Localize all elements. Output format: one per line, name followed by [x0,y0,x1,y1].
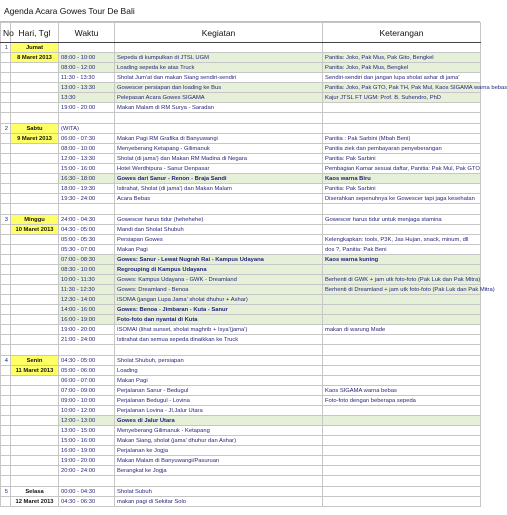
cell-notes[interactable]: Berhenti di GWK + jam utk foto-foto (Pak Luk dan Pak Mitra) [323,275,481,285]
empty-cell[interactable] [1,204,11,215]
cell-notes[interactable] [323,456,481,466]
table-row [1,436,481,446]
cell-notes[interactable]: Panitia: Joko, Pak GTO, Pak TH, Pak Mul, Kaos SIGAMA warna bebas [323,83,481,93]
cell-activity[interactable]: Perjalanan ke Jogja [115,446,323,456]
cell-activity[interactable]: Gowes: Benoa - Jimbaran - Kuta - Sanur [115,305,323,315]
cell-activity[interactable]: ISOMAI (lihat sunset, sholat maghrib + Isya'(jama') [115,325,323,335]
cell-no[interactable] [1,194,11,204]
table-row [1,335,481,345]
cell-time[interactable]: 16:00 - 19:00 [59,446,115,456]
cell-day[interactable] [11,315,59,325]
table-row [1,315,481,325]
cell-notes[interactable]: Gowescer harus tidur untuk menjaga stamina [323,215,481,225]
cell-time[interactable]: 12:00 - 13:00 [59,416,115,426]
table-row [1,305,481,315]
cell-day[interactable] [11,194,59,204]
table-row [1,73,481,83]
cell-activity[interactable]: Acara Bebas [115,194,323,204]
cell-notes[interactable] [323,295,481,305]
cell-notes[interactable] [323,225,481,235]
empty-cell[interactable] [323,476,481,487]
cell-no[interactable] [1,154,11,164]
cell-day[interactable] [11,426,59,436]
cell-no[interactable] [1,73,11,83]
cell-activity[interactable]: Hotel Werdhipura - Sanur Denpasar [115,164,323,174]
cell-day[interactable] [11,396,59,406]
empty-cell[interactable] [11,204,59,215]
cell-activity[interactable]: Sepeda di kumpulkan di JTSL UGM [115,53,323,63]
cell-activity[interactable]: Makan Malam di RM Surya - Saradan [115,103,323,113]
table-row [1,456,481,466]
cell-day[interactable]: 9 Maret 2013 [11,134,59,144]
cell-day[interactable]: 11 Maret 2013 [11,366,59,376]
cell-no[interactable] [1,295,11,305]
cell-time[interactable]: 00:00 - 04:30 [59,487,115,497]
cell-activity[interactable]: Istirahat, Sholat (di jama') dan Makan Malam [115,184,323,194]
cell-no[interactable] [1,305,11,315]
cell-no[interactable] [1,285,11,295]
cell-notes[interactable] [323,124,481,134]
cell-day[interactable] [11,73,59,83]
empty-cell[interactable] [1,345,11,356]
cell-time[interactable]: 05:00 - 06:00 [59,366,115,376]
agenda-table [0,22,507,507]
cell-no[interactable] [1,456,11,466]
table-row [1,345,481,356]
table-row [1,174,481,184]
cell-notes[interactable] [323,335,481,345]
cell-time[interactable]: 14:00 - 16:00 [59,305,115,315]
cell-day[interactable] [11,144,59,154]
cell-notes[interactable]: Kaos SIGAMA warna bebas [323,386,481,396]
cell-day[interactable]: Sabtu [11,124,59,134]
cell-notes[interactable] [323,466,481,476]
table-row [1,154,481,164]
cell-day[interactable] [11,295,59,305]
empty-cell[interactable] [115,345,323,356]
cell-notes[interactable]: Panitia: Joko, Pak Mus, Bengkel [323,63,481,73]
sheet-title: Agenda Acara Gowes Tour De Bali [0,0,480,22]
table-row [1,265,481,275]
cell-no[interactable] [1,245,11,255]
cell-notes[interactable]: Sendiri-sendiri dan jangan lupa sholat ashar di jama' [323,73,481,83]
empty-cell[interactable] [115,204,323,215]
cell-notes[interactable]: Pembagian Kamar sesuai daftar, Panitia: Pak Mul, Pak GTO [323,164,481,174]
empty-cell[interactable] [323,345,481,356]
cell-notes[interactable] [323,406,481,416]
empty-cell[interactable] [115,476,323,487]
cell-day[interactable] [11,255,59,265]
cell-day[interactable] [11,325,59,335]
cell-day[interactable] [11,235,59,245]
empty-cell[interactable] [323,204,481,215]
cell-day[interactable] [11,456,59,466]
cell-notes[interactable] [323,436,481,446]
cell-time[interactable]: 05:30 - 07:00 [59,245,115,255]
table-row [1,295,481,305]
cell-notes[interactable] [323,366,481,376]
cell-notes[interactable]: Kaos warna kuning [323,255,481,265]
cell-time[interactable]: 13:00 - 13:30 [59,83,115,93]
cell-notes[interactable] [323,103,481,113]
cell-notes[interactable]: Kelengkapkan: tools, P3K, Jas Hujan, snack, minum, dll [323,235,481,245]
cell-activity[interactable]: Pelepasan Acara Gowes SIGAMA [115,93,323,103]
cell-day[interactable] [11,83,59,93]
cell-day[interactable] [11,245,59,255]
header-notes[interactable]: Keterangan [323,23,481,43]
cell-time[interactable]: 08:00 - 10:00 [59,144,115,154]
cell-day[interactable] [11,275,59,285]
cell-no[interactable] [1,83,11,93]
cell-no[interactable] [1,497,11,507]
cell-activity[interactable]: Mandi dan Sholat Shubuh [115,225,323,235]
table-row [1,164,481,174]
table-row [1,103,481,113]
cell-time[interactable]: 16:00 - 19:00 [59,315,115,325]
cell-time[interactable]: 04:30 - 05:00 [59,225,115,235]
table-row [1,124,481,134]
cell-no[interactable] [1,366,11,376]
cell-day[interactable] [11,265,59,275]
cell-notes[interactable]: makan di warung Made [323,325,481,335]
cell-time[interactable]: 04:30 - 05:00 [59,356,115,366]
cell-time[interactable]: 19:00 - 20:00 [59,103,115,113]
table-row [1,446,481,456]
cell-no[interactable] [1,53,11,63]
cell-day[interactable] [11,164,59,174]
cell-day[interactable] [11,63,59,73]
cell-activity[interactable]: Makan Pagi [115,376,323,386]
cell-day[interactable]: Selasa [11,487,59,497]
cell-day[interactable] [11,335,59,345]
cell-time[interactable]: 20:00 - 24:00 [59,466,115,476]
table-row [1,476,481,487]
cell-no[interactable] [1,386,11,396]
cell-notes[interactable]: Panitia ziek dan pembayaran penyeberangan [323,144,481,154]
cell-day[interactable]: 10 Maret 2013 [11,225,59,235]
cell-no[interactable] [1,436,11,446]
cell-no[interactable] [1,335,11,345]
table-row [1,366,481,376]
cell-time[interactable]: 10:00 - 12:00 [59,406,115,416]
table-row [1,134,481,144]
table-row [1,275,481,285]
table-row [1,245,481,255]
cell-day[interactable]: Senin [11,356,59,366]
cell-time[interactable]: 19:30 - 24:00 [59,194,115,204]
cell-no[interactable] [1,225,11,235]
cell-activity[interactable]: Makan Malam di Banyuwangi/Pasuruan [115,456,323,466]
table-row [1,83,481,93]
cell-notes[interactable] [323,305,481,315]
cell-activity[interactable]: Loading sepeda ke atas Truck [115,63,323,73]
header-row [1,23,481,43]
cell-day[interactable] [11,285,59,295]
cell-no[interactable] [1,103,11,113]
cell-notes[interactable] [323,497,481,507]
cell-activity[interactable]: Istirahat dan semua sepeda dinaikkan ke Truck [115,335,323,345]
cell-day[interactable] [11,446,59,456]
cell-no[interactable] [1,315,11,325]
empty-cell[interactable] [11,113,59,124]
empty-cell[interactable] [1,476,11,487]
empty-cell[interactable] [1,113,11,124]
empty-cell[interactable] [11,345,59,356]
cell-time[interactable]: 07:00 - 08:30 [59,255,115,265]
cell-activity[interactable]: makan pagi di Sekitar Solo [115,497,323,507]
cell-activity[interactable]: Sholat Jum'at dan makan Siang sendiri-sendiri [115,73,323,83]
cell-time[interactable]: 16:30 - 18:00 [59,174,115,184]
cell-no[interactable] [1,416,11,426]
cell-activity[interactable]: Sholat Shubuh, persiapan [115,356,323,366]
cell-no[interactable] [1,134,11,144]
cell-no[interactable] [1,446,11,456]
cell-no[interactable] [1,93,11,103]
table-row [1,93,481,103]
cell-time[interactable]: 10:00 - 11:30 [59,275,115,285]
cell-activity[interactable]: Makan Pagi [115,245,323,255]
cell-no[interactable] [1,184,11,194]
cell-no[interactable] [1,275,11,285]
table-row [1,487,481,497]
cell-day[interactable] [11,406,59,416]
table-row [1,396,481,406]
header-day[interactable]: Hari, Tgl [11,23,59,43]
cell-time[interactable]: (WITA) [59,124,115,134]
table-row [1,406,481,416]
cell-day[interactable] [11,103,59,113]
table-row [1,376,481,386]
cell-day[interactable] [11,386,59,396]
cell-day[interactable]: 8 Maret 2013 [11,53,59,63]
cell-notes[interactable]: Panitia: Joko, Pak Mus, Pak Gito, Bengkel [323,53,481,63]
cell-notes[interactable]: Foto-foto dengan beberapa sepeda [323,396,481,406]
cell-time[interactable]: 19:00 - 20:00 [59,456,115,466]
cell-time[interactable]: 05:00 - 05:30 [59,235,115,245]
cell-notes[interactable] [323,426,481,436]
table-row [1,416,481,426]
empty-cell[interactable] [323,113,481,124]
cell-day[interactable] [11,184,59,194]
cell-no[interactable] [1,466,11,476]
table-row [1,235,481,245]
cell-activity[interactable]: Gowescer harus tidur (hehehehe) [115,215,323,225]
table-row [1,255,481,265]
cell-activity[interactable]: Makan Pagi RM Grafika di Banyuwangi [115,134,323,144]
cell-time[interactable]: 08:00 - 10:00 [59,53,115,63]
cell-no[interactable] [1,426,11,436]
cell-no[interactable] [1,265,11,275]
table-row [1,325,481,335]
table-row [1,144,481,154]
cell-notes[interactable]: Berhenti di Dreamland + jam utk foto-foto (Pak Luk dan Pak Mitra) [323,285,481,295]
table-row [1,225,481,235]
cell-activity[interactable]: ISOMA (jangan Lupa Jama' sholat dhuhur + Ashar) [115,295,323,305]
cell-no[interactable]: 4 [1,356,11,366]
cell-no[interactable] [1,396,11,406]
cell-activity[interactable]: Sholat Subuh [115,487,323,497]
cell-activity[interactable]: Makan Siang, sholat (jama' dhuhur dan Ashar) [115,436,323,446]
cell-time[interactable]: 18:00 - 19:30 [59,184,115,194]
cell-time[interactable]: 06:00 - 07:30 [59,134,115,144]
cell-day[interactable] [11,466,59,476]
cell-activity[interactable]: Perjalanan Lovina - Jl.Jalur Utara [115,406,323,416]
cell-time[interactable]: 08:00 - 12:00 [59,63,115,73]
cell-no[interactable] [1,144,11,154]
cell-day[interactable] [11,174,59,184]
cell-time[interactable]: 24:00 - 04:30 [59,215,115,225]
cell-time[interactable]: 15:00 - 16:00 [59,164,115,174]
cell-no[interactable] [1,325,11,335]
cell-time[interactable]: 08:30 - 10:00 [59,265,115,275]
empty-cell[interactable] [59,476,115,487]
table-row [1,285,481,295]
table-row [1,426,481,436]
cell-time[interactable]: 11:30 - 13:30 [59,73,115,83]
table-row [1,184,481,194]
cell-activity[interactable]: Loading [115,366,323,376]
cell-notes[interactable] [323,487,481,497]
cell-time[interactable]: 11:30 - 12:30 [59,285,115,295]
table-row [1,466,481,476]
cell-no[interactable]: 2 [1,124,11,134]
cell-time[interactable]: 21:00 - 24:00 [59,335,115,345]
empty-cell[interactable] [59,204,115,215]
cell-day[interactable] [11,154,59,164]
cell-time[interactable]: 09:00 - 10:00 [59,396,115,406]
cell-day[interactable]: Minggu [11,215,59,225]
table-row [1,204,481,215]
cell-activity[interactable] [115,43,323,53]
cell-activity[interactable]: Menyeberang Gilimanuk - Ketapang [115,426,323,436]
table-row [1,194,481,204]
cell-activity[interactable]: Persiapan Gowes [115,235,323,245]
cell-activity[interactable]: Gowes dari Sanur - Renon - Braja Sandi [115,174,323,184]
cell-activity[interactable]: Gowes: Kampus Udayana - GWK - Dreamland [115,275,323,285]
empty-cell[interactable] [59,113,115,124]
cell-day[interactable] [11,416,59,426]
cell-notes[interactable]: Kaos warna Biru [323,174,481,184]
cell-time[interactable]: 04:30 - 06:30 [59,497,115,507]
table-row [1,113,481,124]
cell-no[interactable] [1,63,11,73]
cell-notes[interactable]: Panitia : Pak Sarbini (Mbah Beni) [323,134,481,144]
header-no[interactable]: No [1,23,11,43]
cell-activity[interactable]: Gowes di Jalur Utara [115,416,323,426]
cell-notes[interactable]: Panitia: Pak Sarbini [323,184,481,194]
cell-notes[interactable] [323,356,481,366]
cell-notes[interactable]: Diserahkan sepenuhnya ke Gowescer tapi jaga kesehatan [323,194,481,204]
empty-cell[interactable] [11,476,59,487]
cell-time[interactable]: 07:00 - 09:00 [59,386,115,396]
cell-no[interactable] [1,406,11,416]
cell-notes[interactable] [323,376,481,386]
table-row [1,497,481,507]
cell-day[interactable]: Jumat [11,43,59,53]
cell-time[interactable]: 13:30 [59,93,115,103]
cell-notes[interactable] [323,446,481,456]
table-row [1,215,481,225]
empty-cell[interactable] [115,113,323,124]
header-activity[interactable]: Kegiatan [115,23,323,43]
cell-day[interactable] [11,305,59,315]
cell-no[interactable] [1,174,11,184]
table-row [1,386,481,396]
cell-time[interactable] [59,43,115,53]
cell-time[interactable]: 13:00 - 15:00 [59,426,115,436]
cell-activity[interactable] [115,124,323,134]
cell-activity[interactable]: Perjalanan Bedugul - Lovina [115,396,323,406]
cell-day[interactable] [11,93,59,103]
cell-activity[interactable]: Regrouping di Kampus Udayana [115,265,323,275]
cell-time[interactable]: 06:00 - 07:00 [59,376,115,386]
cell-time[interactable]: 12:00 - 13:30 [59,154,115,164]
cell-activity[interactable]: Berangkat ke Jogja [115,466,323,476]
cell-activity[interactable]: Foto-foto dan nyantai di Kuta [115,315,323,325]
cell-notes[interactable]: Panitia: Pak Sarbini [323,154,481,164]
cell-no[interactable] [1,164,11,174]
table-row [1,63,481,73]
cell-notes[interactable] [323,416,481,426]
table-row [1,43,481,53]
cell-day[interactable] [11,376,59,386]
cell-no[interactable]: 5 [1,487,11,497]
cell-notes[interactable]: dos ?, Panitia: Pak Beni [323,245,481,255]
cell-notes[interactable] [323,315,481,325]
empty-cell[interactable] [59,345,115,356]
table-row [1,53,481,63]
cell-no[interactable] [1,235,11,245]
cell-time[interactable]: 19:00 - 20:00 [59,325,115,335]
cell-activity[interactable]: Gowes: Sanur - Lewat Nugrah Rai - Kampus Udayana [115,255,323,265]
cell-day[interactable]: 12 Maret 2013 [11,497,59,507]
cell-no[interactable] [1,255,11,265]
cell-notes[interactable] [323,265,481,275]
header-time[interactable]: Waktu [59,23,115,43]
cell-activity[interactable]: Perjalanan Sanur - Bedugul [115,386,323,396]
cell-activity[interactable]: Gowescer persiapan dan loading ke Bus [115,83,323,93]
cell-time[interactable]: 15:00 - 16:00 [59,436,115,446]
cell-activity[interactable]: Menyeberang Ketapang - Gilimanuk [115,144,323,154]
cell-activity[interactable]: Sholat (di jama') dan Makan RM Madina di Negara [115,154,323,164]
table-row [1,356,481,366]
cell-no[interactable]: 3 [1,215,11,225]
cell-activity[interactable]: Gowes: Dreamland - Benoa [115,285,323,295]
cell-notes[interactable] [323,43,481,53]
cell-time[interactable]: 12:30 - 14:00 [59,295,115,305]
cell-no[interactable] [1,376,11,386]
cell-day[interactable] [11,436,59,446]
cell-notes[interactable]: Kajur JTSL FT UGM: Prof. B. Suhendro, PhD [323,93,481,103]
cell-no[interactable]: 1 [1,43,11,53]
